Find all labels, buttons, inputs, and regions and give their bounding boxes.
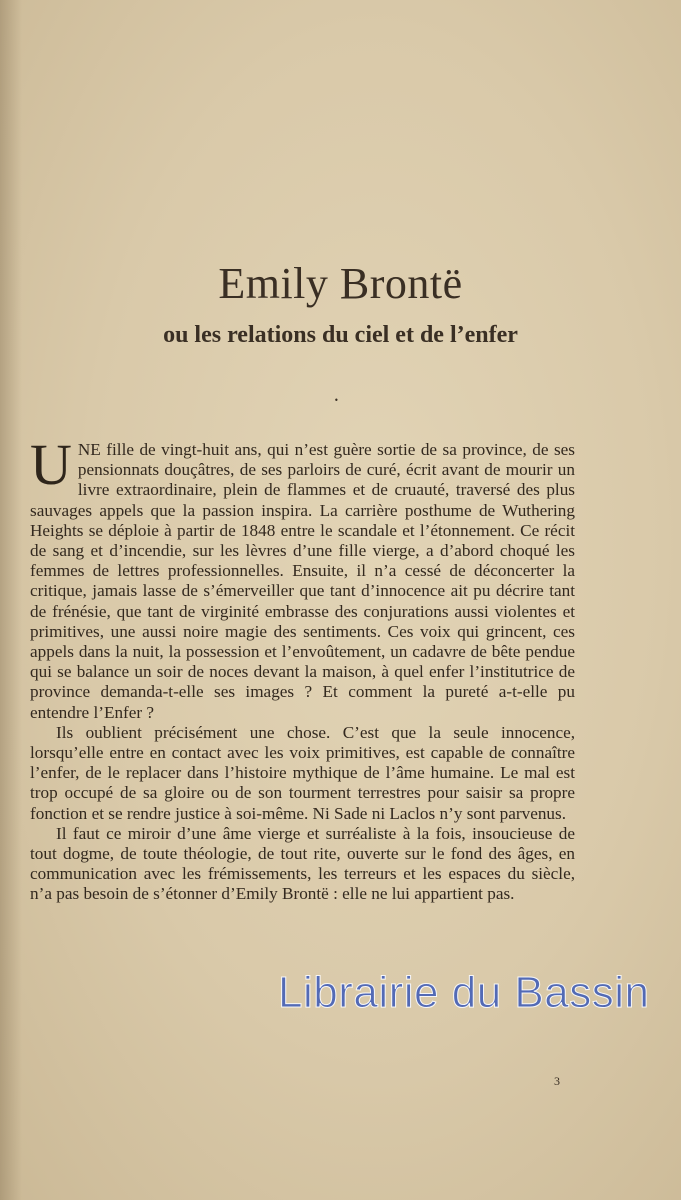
paragraph-2: Ils oublient précisément une chose. C’est que la seule innocence, lorsqu’elle entre en contact avec les voix primitives, est capable de connaître l’enfer, de le replacer dans l’histoire mythique de l’âme humaine. Le mal est trop occupé de sa gloire ou de son tourment terrestres pour saisir sa propre fonction et se rendre justice à soi-même. Ni Sade ni Laclos n’y sont parvenus. <box>30 722 575 823</box>
article-title: Emily Brontë <box>218 259 463 308</box>
article-body <box>30 432 575 905</box>
paragraph-1-text: NE fille de vingt-huit ans, qui n’est guère sortie de sa province, de ses pensionnats douçâtres, de ses parloirs de curé, écrit avant de mourir un livre extraordinaire, plein de flammes et de cruauté, traversé des plus sauvages appels que la passion inspira. La carrière posthume de Wuthering Heights se déploie à partir de 1848 entre le scandale et l’étonnement. Ce récit de sang et d’incendie, sur les lèvres d’une fille vierge, a d’abord choqué les femmes de lettres professionnelles. Ensuite, il n’a cessé de déconcerter la critique, jamais lasse de s’émerveiller que tant d’innocence ait pu décrire tant de frénésie, que tant de virginité embrasse des conjurations aussi violentes et primitives, une aussi noire magie des sentiments. Ces voix qui grincent, ces appels dans la nuit, la possession et l’envoûtement, un cadavre de bête pendue qui se balance un soir de noces devant la maison, à quel enfer l’institutrice de province demanda-t-elle ses images ? Et comment la pureté a-t-elle pu entendre l’Enfer ? <box>30 440 575 722</box>
paragraph-1 <box>30 432 575 723</box>
watermark: Librairie du Bassin <box>278 968 650 1017</box>
ornament-dot: • <box>334 396 339 405</box>
drop-cap: U <box>30 432 72 497</box>
paragraph-3: Il faut ce miroir d’une âme vierge et surréaliste à la fois, insoucieuse de tout dogme, de toute théologie, de tout rite, ouverte sur le fond des âges, en communication avec les frémissements, les terreurs et les espaces du siècle, n’a pas besoin de s’étonner d’Emily Brontë : elle ne lui appartient pas. <box>30 823 575 904</box>
article-subtitle: ou les relations du ciel et de l’enfer <box>163 322 518 348</box>
page-number: 3 <box>554 1074 560 1088</box>
